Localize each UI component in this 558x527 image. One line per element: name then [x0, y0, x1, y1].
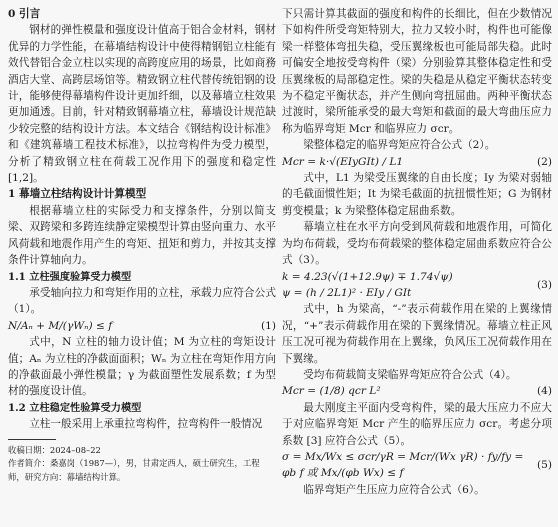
- equation-4-intro: 受均布荷载简支梁临界弯矩应符合公式（4）。: [303, 368, 517, 381]
- equation-5-body: σ = Mx/Wx ≤ σcr/γR = Mcr/(Wx γR) · fy/fy = φb f 或 Mx/(φb Wx) ≤ f: [282, 450, 524, 480]
- section-0-title: 0 引言: [8, 8, 41, 20]
- equation-4: [282, 383, 552, 399]
- strength-paragraph: 承受轴向拉力和弯矩作用的立柱，承载力应符合公式（1）。: [8, 286, 276, 316]
- left-column: [8, 6, 276, 484]
- equation-4-number: (4): [536, 385, 552, 398]
- equation-3-line-psi: ψ = (h / 2L1)² · EIy / GIt: [282, 286, 412, 299]
- equation-2-explanation: 式中，L1 为梁受压翼缘的自由长度；Iy 为梁对弱轴的毛截面惯性矩；It 为梁毛截面的抗扭惯性矩；G 为钢材剪变模量；k 为梁整体稳定屈曲系数。: [282, 172, 552, 217]
- footnote-rule: [8, 439, 56, 440]
- author-note: 作者简介：桑嘉岗（1987—），男，甘肃定西人，硕士研究生，工程师，研究方向：幕墙结构计算。: [8, 458, 260, 482]
- equation-3-number: (3): [536, 278, 552, 291]
- equation-2-intro: 梁整体稳定的临界弯矩应符合公式（2）。: [303, 139, 496, 152]
- equation-5-number: (5): [536, 459, 552, 472]
- equation-2-number: (2): [536, 155, 552, 168]
- equation-1-explanation: 式中，N 立柱的轴力设计值；M 为立柱的弯矩设计值；Aₙ 为立柱的净截面面积；Wₙ 为立柱在弯矩作用方向的净截面最小弹性模量；γ 为截面塑性发展系数；f 为型材的强度设计值。: [8, 336, 276, 398]
- equation-3: [282, 269, 552, 302]
- equation-4-body: Mcr = (1/8) qcr L²: [282, 385, 381, 398]
- equation-3-explanation: 式中，h 为梁高，“-”表示荷载作用在梁的上翼缘情况，“+”表示荷载作用在梁的下翼缘情况。幕墙立柱正风压工况可视为荷载作用在上翼缘，负风压工况荷载作用在下翼缘。: [282, 303, 552, 365]
- section-1-title: 1 幕墙立柱结构设计计算模型: [8, 188, 147, 201]
- received-date: 收稿日期：2024–08–22: [8, 444, 101, 455]
- stability-paragraph: 立柱一般采用上承重拉弯构件，拉弯构件一般情况: [29, 418, 263, 431]
- subsection-1-1-title: 1.1 立柱强度验算受力模型: [8, 270, 132, 283]
- equation-3-body: [282, 269, 453, 302]
- right-column: [282, 6, 552, 498]
- equation-2-body: Mcr = k·√(EIyGIt) / L1: [282, 155, 404, 168]
- equation-3-line-k: k = 4.23(√(1+12.9ψ) ∓ 1.74√ψ): [282, 270, 453, 283]
- intro-paragraph: 钢材的弹性模量和强度设计值高于铝合金材料，钢材优异的力学性能，在幕墙结构设计中使得精钢铝立柱能有效代替铝合金立柱以实现的高跨度应用的场景，比如商務酒店大堂、高跨层场馆等。精致钢立柱代替传统铝钢的设计，能够使得幕墙构件设计更加纤细，以及幕墙立柱效果更加通透。目前，针对精致钢幕墙立柱，幕墙设计规范缺少较完整的结构设计方法。本文结合《钢结构设计标准》和《建筑幕墙工程技术标准》，以拉弯构件为受力模型，分析了精致钢立柱在荷载工况作用下的强度和稳定性 [1,2]。: [8, 24, 276, 185]
- equation-6-intro: 临界弯矩产生压应力应符合公式（6）。: [303, 483, 485, 496]
- equation-2: [282, 154, 552, 170]
- equation-1: [8, 318, 276, 334]
- equation-4-explanation: 最大刚度主平面内受弯构件，梁的最大压应力不应大于对应临界弯矩 Mcr 产生的临界压应力 σcr。考虑分项系数 [3] 应符合公式（5）。: [282, 401, 552, 447]
- equation-1-body: N/Aₙ + M/(γWₙ) ≤ f: [8, 319, 113, 332]
- equation-1-number: (1): [260, 319, 276, 332]
- model-paragraph: 根据幕墙立柱的实际受力和支撑条件，分别以简支梁、双跨梁和多跨连续静定梁模型计算由竖向重力、水平风荷载和地震作用产生的弯矩、扭矩和剪力，并按其支撑条件计算轴向力。: [8, 204, 276, 267]
- subsection-1-2-title: 1.2 立柱稳定性验算受力模型: [8, 401, 142, 414]
- equation-3-intro: 幕墙立柱在水平方向受到风荷载和地震作用，可简化为均布荷载，受均布荷载梁的整体稳定屈曲系数应符合公式（3）。: [282, 221, 552, 267]
- continued-paragraph: 下只需计算其截面的强度和构件的长细比，但在少数情况下如构件所受弯矩特别大，拉力又较小时，构件也可能像梁一样整体弯扭失稳，受压翼缘板也可能局部失稳。此时可偏安全地按受弯构件（梁）分别验算其整体稳定性和受压翼缘板的局部稳定性。梁的失稳是从稳定平衡状态转变为不稳定平衡状态，并产生侧向弯扭屈曲。两种平衡状态过渡时，梁所能承受的最大弯矩和截面的最大弯曲压应力称为临界弯矩 Mcr 和临界应力 σcr。: [282, 8, 552, 135]
- equation-5: [282, 449, 552, 482]
